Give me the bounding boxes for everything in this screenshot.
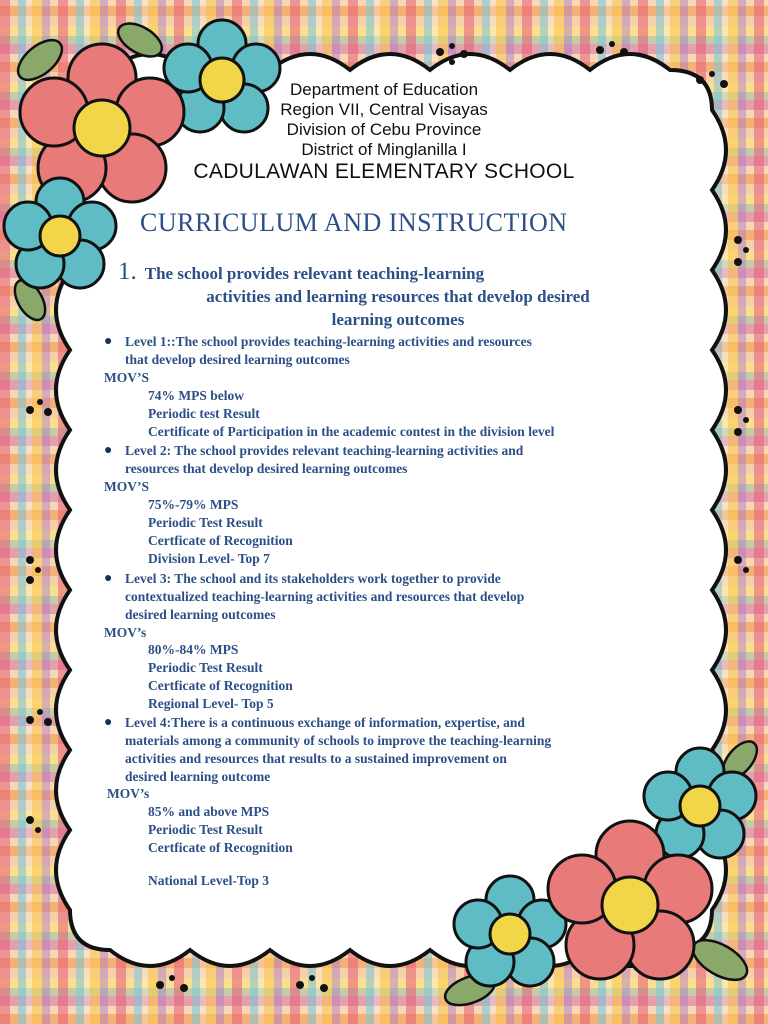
level-2-line-2: resources that develop desired learning outcomes (125, 461, 408, 476)
level-4-mov-item: Certficate of Recognition (148, 840, 293, 855)
level-2-description (104, 442, 684, 478)
level-4-mov-item: 85% and above MPS (148, 804, 270, 819)
level-1-line-2: that develop desired learning outcomes (125, 352, 350, 367)
level-3-description (104, 570, 684, 624)
level-2-mov-item: Division Level- Top 7 (148, 551, 270, 566)
level-3-mov-item: Regional Level- Top 5 (148, 696, 274, 711)
level-2-mov-item: 75%-79% MPS (148, 497, 239, 512)
header-line-3: Division of Cebu Province (286, 120, 482, 139)
level-3-mov-item: Certficate of Recognition (148, 678, 293, 693)
level-1-description (104, 333, 684, 369)
school-name: CADULAWAN ELEMENTARY SCHOOL (193, 160, 575, 183)
level-4-line-3: activities and resources that results to a sustained improvement on (125, 751, 507, 766)
level-3-mov-label: MOV’s (104, 625, 147, 640)
level-1-mov-label: MOV’S (104, 370, 149, 385)
level-2-mov-item: Periodic Test Result (148, 515, 263, 530)
bullet-icon: ● (104, 334, 113, 349)
level-4-line-1: Level 4:There is a continuous exchange of information, expertise, and (125, 715, 525, 730)
section-number: 1. (118, 258, 137, 285)
intro-line-2: activities and learning resources that develop desired (206, 287, 590, 306)
level-1-mov-item: Periodic test Result (148, 406, 260, 421)
header-line-1: Department of Education (289, 80, 479, 99)
level-4-line-4: desired learning outcome (125, 769, 271, 784)
level-4-mov-item: Periodic Test Result (148, 822, 263, 837)
bullet-icon: ● (104, 443, 113, 458)
level-4-mov-item: National Level-Top 3 (148, 873, 270, 888)
intro-line-3: learning outcomes (331, 310, 465, 329)
level-2-mov-item: Certficate of Recognition (148, 533, 293, 548)
level-2-line-1: Level 2: The school provides relevant teaching-learning activities and (125, 443, 524, 458)
level-3-line-2: contextualized teaching-learning activities and resources that develop (125, 589, 525, 604)
level-4-mov-label: MOV’s (107, 786, 150, 801)
bullet-icon: ● (104, 715, 113, 730)
header-line-4: District of Minglanilla I (301, 140, 467, 159)
level-3-line-3: desired learning outcomes (125, 607, 276, 622)
level-2-mov-label: MOV’S (104, 479, 149, 494)
level-1-mov-item: Certificate of Participation in the academic contest in the division level (148, 424, 555, 439)
level-4-description (104, 714, 684, 786)
section-title: CURRICULUM AND INSTRUCTION (140, 208, 568, 237)
level-1-mov-item: 74% MPS below (148, 388, 244, 403)
level-1-line-1: Level 1::The school provides teaching-learning activities and resources (125, 334, 532, 349)
bullet-icon: ● (104, 571, 113, 586)
header-line-2: Region VII, Central Visayas (280, 100, 488, 119)
intro-line-1: The school provides relevant teaching-learning (144, 264, 485, 283)
level-3-mov-item: 80%-84% MPS (148, 642, 239, 657)
level-3-line-1: Level 3: The school and its stakeholders work together to provide (125, 571, 501, 586)
level-3-mov-item: Periodic Test Result (148, 660, 263, 675)
level-4-line-2: materials among a community of schools to improve the teaching-learning (125, 733, 552, 748)
